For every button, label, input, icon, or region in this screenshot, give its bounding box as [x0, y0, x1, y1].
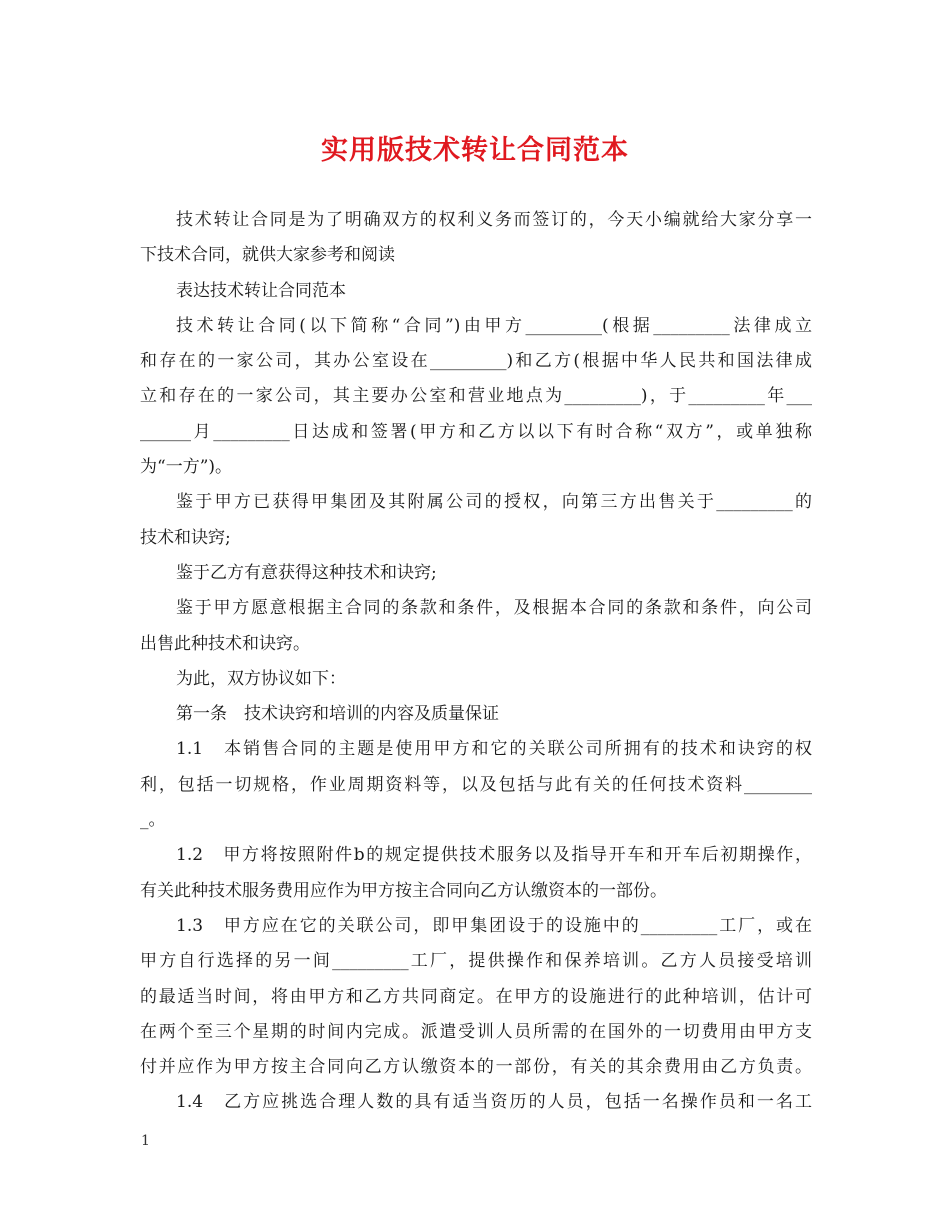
paragraph-line: 的最适当时间，将由甲方和乙方共同商定。在甲方的设施进行的此种培训，估计可 [140, 986, 812, 1007]
page-number: 1 [141, 1133, 150, 1149]
paragraph-line: 技术和诀窍; [140, 527, 231, 548]
paragraph-line: 技术转让合同是为了明确双方的权利义务而签订的，今天小编就给大家分享一 [176, 210, 812, 230]
paragraph-line: 出售此种技术和诀窍。 [140, 633, 310, 654]
paragraph-line: 甲方自行选择的另一间_________工厂，提供操作和保养培训。乙方人员接受培训 [140, 951, 812, 972]
paragraph-line: 在两个至三个星期的时间内完成。派遣受训人员所需的在国外的一切费用由甲方支 [140, 1021, 812, 1042]
section-heading: 第一条 技术诀窍和培训的内容及质量保证 [176, 704, 499, 725]
paragraph-line: 和存在的一家公司，其办公室设在_________)和乙方(根据中华人民共和国法律成 [140, 351, 812, 372]
paragraph-line: _。 [140, 810, 166, 831]
paragraph-line: 有关此种技术服务费用应作为甲方按主合同向乙方认缴资本的一部份。 [140, 880, 667, 901]
paragraph-line: 为此，双方协议如下： [176, 668, 346, 689]
paragraph-line: 1.3 甲方应在它的关联公司，即甲集团设于的设施中的_________工厂，或在 [176, 915, 812, 936]
paragraph-line: 1.2 甲方将按照附件b的规定提供技术服务以及指导开车和开车后初期操作， [176, 845, 812, 866]
paragraph-line: 表达技术转让合同范本 [176, 280, 346, 301]
paragraph-line: ______月_________日达成和签署(甲方和乙方以以下有时合称“双方”，或单独称 [140, 421, 812, 442]
paragraph-line: 下技术合同，就供大家参考和阅读 [140, 245, 395, 266]
paragraph-line: 鉴于甲方愿意根据主合同的条款和条件，及根据本合同的条款和条件，向公司 [176, 598, 812, 619]
paragraph-line: 立和存在的一家公司，其主要办公室和营业地点为_________)，于_________年___ [140, 386, 812, 407]
paragraph-line: 技术转让合同(以下简称“合同”)由甲方_________(根据_________法律成立 [176, 315, 812, 336]
document-title: 实用版技术转让合同范本 [321, 135, 629, 166]
paragraph-line: 鉴于甲方已获得甲集团及其附属公司的授权，向第三方出售关于_________的 [176, 492, 812, 513]
paragraph-line: 1.1 本销售合同的主题是使用甲方和它的关联公司所拥有的技术和诀窍的权 [176, 739, 812, 760]
paragraph-line: 鉴于乙方有意获得这种技术和诀窍; [176, 562, 437, 583]
paragraph-line: 利，包括一切规格，作业周期资料等，以及包括与此有关的任何技术资料________ [140, 774, 812, 795]
paragraph-line: 付并应作为甲方按主合同向乙方认缴资本的一部份，有关的其余费用由乙方负责。 [140, 1057, 812, 1078]
paragraph-line: 1.4 乙方应挑选合理人数的具有适当资历的人员，包括一名操作员和一名工 [176, 1092, 812, 1113]
paragraph-line: 为“一方”)。 [140, 457, 233, 478]
document-body [140, 203, 812, 1121]
